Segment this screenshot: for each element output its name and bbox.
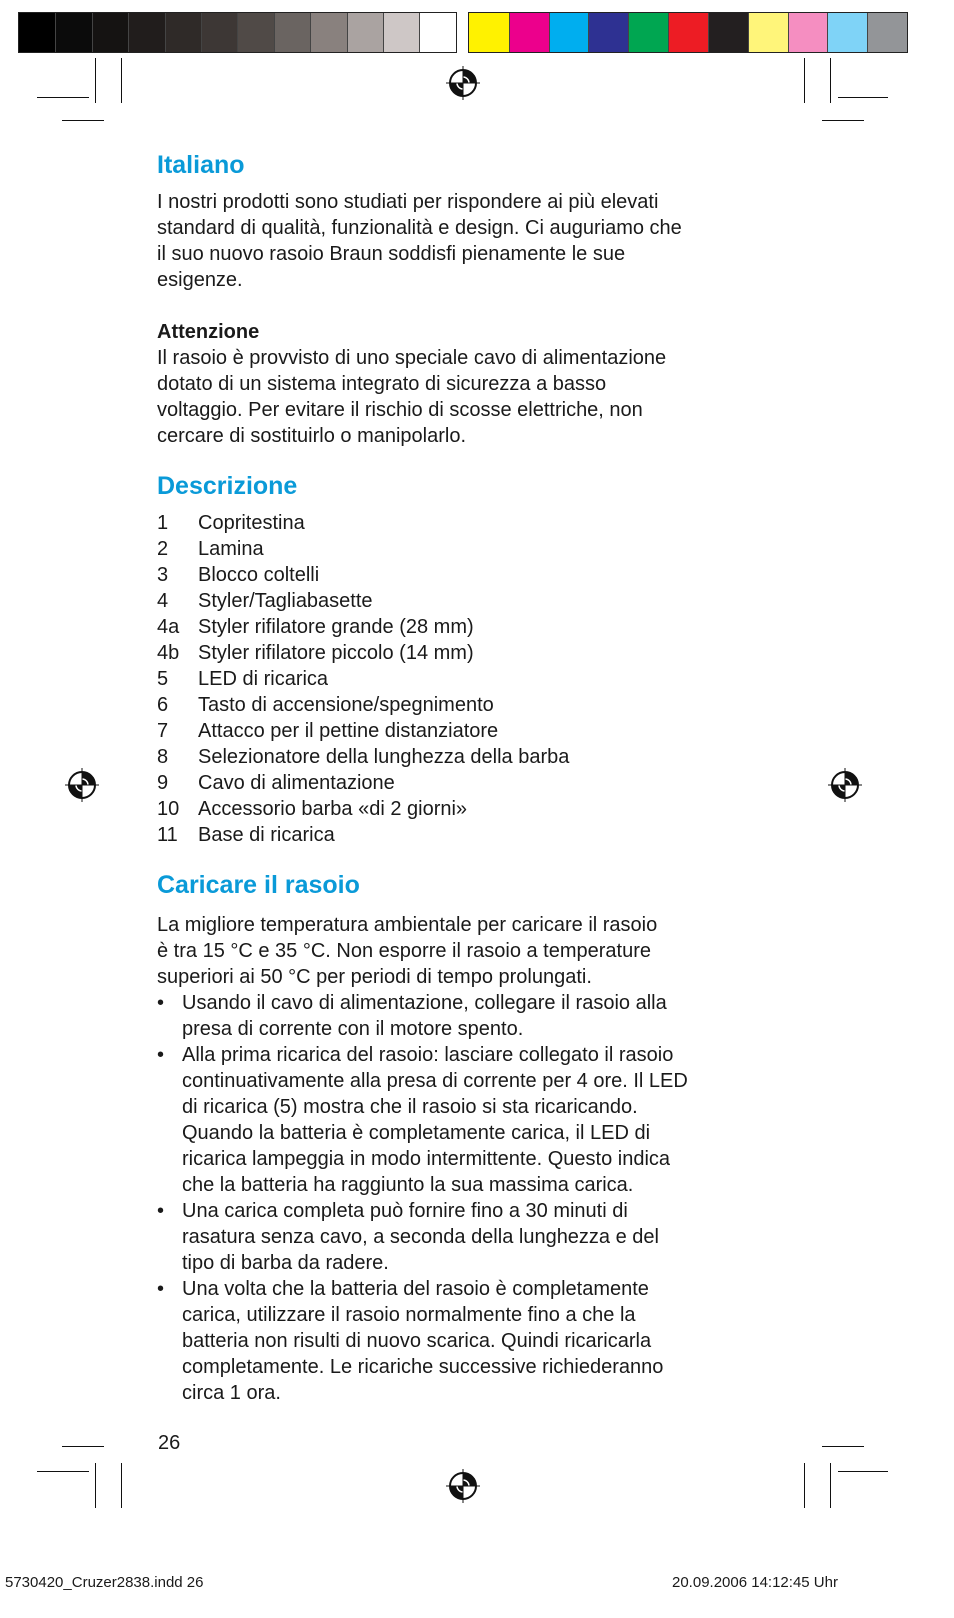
section-heading-descrizione: Descrizione <box>157 472 298 500</box>
color-swatch <box>165 13 201 52</box>
grey-color-bar <box>18 12 457 53</box>
list-item <box>157 796 797 822</box>
item-number: 8 <box>157 746 169 768</box>
item-number: 2 <box>157 538 169 560</box>
color-swatch <box>19 13 55 52</box>
list-item <box>157 718 797 744</box>
color-swatch <box>827 13 867 52</box>
parts-list <box>157 510 797 848</box>
item-text: Accessorio barba «di 2 giorni» <box>198 798 468 820</box>
list-item <box>157 562 797 588</box>
list-item <box>157 510 797 536</box>
bullet-text: Usando il cavo di alimentazione, collegare il rasoio alla presa di corrente con il motore spento. <box>182 992 667 1040</box>
color-swatch <box>788 13 828 52</box>
intro-paragraph: I nostri prodotti sono studiati per rispondere ai più elevati standard di qualità, funzionalità e design. Ci auguriamo che il suo nuovo rasoio Braun soddisfi pienamente le sue esigenze. <box>157 191 682 291</box>
item-number: 6 <box>157 694 169 716</box>
item-number: 4 <box>157 590 169 612</box>
color-swatch <box>201 13 237 52</box>
bullet-text: Alla prima ricarica del rasoio: lasciare collegato il rasoio continuativamente alla presa di corrente per 4 ore. Il LED di ricarica (5) mostra che il rasoio si sta ricaricando. Quando la batteria è completamente carica, il LED di ricarica lampeggia in modo intermittente. Questo indica che la batteria ha raggiunto la sua massima carica. <box>182 1044 688 1196</box>
crop-mark <box>37 97 89 98</box>
item-text: Selezionatore della lunghezza della barba <box>198 746 570 768</box>
item-number: 1 <box>157 512 169 534</box>
list-item <box>157 692 797 718</box>
crop-mark <box>121 1463 122 1508</box>
list-item <box>157 666 797 692</box>
item-text: Attacco per il pettine distanziatore <box>198 720 499 742</box>
footer-timestamp: 20.09.2006 14:12:45 Uhr <box>672 1574 838 1591</box>
list-item <box>157 588 797 614</box>
section-heading-italiano: Italiano <box>157 151 245 179</box>
item-text: Styler rifilatore piccolo (14 mm) <box>198 642 474 664</box>
crop-mark <box>804 1463 805 1508</box>
color-swatch <box>55 13 91 52</box>
color-swatch <box>748 13 788 52</box>
charging-steps <box>157 990 797 1406</box>
bullet-icon: • <box>157 992 165 1014</box>
crop-mark <box>95 58 96 103</box>
item-text: Cavo di alimentazione <box>198 772 395 794</box>
bullet-icon: • <box>157 1044 165 1066</box>
list-item <box>157 744 797 770</box>
color-swatch <box>509 13 549 52</box>
color-swatch <box>128 13 164 52</box>
crop-mark <box>62 1446 104 1447</box>
bullet-icon: • <box>157 1278 165 1300</box>
color-swatch <box>310 13 346 52</box>
crop-mark <box>822 1446 864 1447</box>
crop-mark <box>838 1471 888 1472</box>
crop-mark <box>95 1463 96 1508</box>
warning-paragraph: Il rasoio è provvisto di uno speciale cavo di alimentazione dotato di un sistema integrato di sicurezza a basso voltaggio. Per evitare il rischio di scosse elettriche, non cercare di sostituirlo o manipolarlo. <box>157 347 667 447</box>
item-number: 4a <box>157 616 180 638</box>
color-swatch <box>549 13 589 52</box>
warning-title: Attenzione <box>157 321 260 343</box>
registration-mark-icon <box>446 1469 480 1503</box>
list-item <box>157 536 797 562</box>
registration-mark-icon <box>446 66 480 100</box>
item-number: 10 <box>157 798 180 820</box>
section-heading-caricare: Caricare il rasoio <box>157 871 360 899</box>
crop-mark <box>838 97 888 98</box>
crop-mark <box>830 1463 831 1508</box>
crop-mark <box>62 120 104 121</box>
item-number: 11 <box>157 824 178 846</box>
color-swatch <box>708 13 748 52</box>
color-swatch <box>668 13 708 52</box>
color-swatch <box>383 13 419 52</box>
item-number: 5 <box>157 668 169 690</box>
crop-mark <box>822 120 864 121</box>
item-text: Lamina <box>198 538 264 560</box>
item-text: Tasto di accensione/spegnimento <box>198 694 494 716</box>
item-number: 7 <box>157 720 169 742</box>
item-text: Blocco coltelli <box>198 564 320 586</box>
item-number: 9 <box>157 772 169 794</box>
color-swatch <box>347 13 383 52</box>
item-text: LED di ricarica <box>198 668 329 690</box>
crop-mark <box>830 58 831 103</box>
item-text: Base di ricarica <box>198 824 335 846</box>
list-item <box>157 1198 797 1276</box>
color-swatch <box>419 13 455 52</box>
color-swatch <box>588 13 628 52</box>
item-number: 3 <box>157 564 169 586</box>
color-swatch <box>274 13 310 52</box>
item-number: 4b <box>157 642 180 664</box>
color-swatch <box>469 13 509 52</box>
color-swatch <box>867 13 907 52</box>
bullet-icon: • <box>157 1200 165 1222</box>
color-swatch <box>237 13 273 52</box>
process-color-bar <box>468 12 908 53</box>
list-item <box>157 770 797 796</box>
charging-intro: La migliore temperatura ambientale per caricare il rasoio è tra 15 °C e 35 °C. Non esporre il rasoio a temperature superiori ai 50 °C per periodi di tempo prolungati. <box>157 914 658 988</box>
crop-mark <box>804 58 805 103</box>
list-item <box>157 1276 797 1406</box>
item-text: Copritestina <box>198 512 305 534</box>
color-swatch <box>92 13 128 52</box>
item-text: Styler/Tagliabasette <box>198 590 373 612</box>
registration-mark-icon <box>65 768 99 802</box>
item-text: Styler rifilatore grande (28 mm) <box>198 616 474 638</box>
list-item <box>157 640 797 666</box>
crop-mark <box>121 58 122 103</box>
page-number: 26 <box>158 1432 181 1454</box>
color-swatch <box>628 13 668 52</box>
bullet-text: Una volta che la batteria del rasoio è completamente carica, utilizzare il rasoio normalmente fino a che la batteria non risulti di nuovo scarica. Quindi ricaricarla completamente. Le ricariche successive richiederanno circa 1 ora. <box>182 1278 664 1404</box>
registration-mark-icon <box>828 768 862 802</box>
manual-content <box>157 150 797 1406</box>
crop-mark <box>37 1471 89 1472</box>
footer-file: 5730420_Cruzer2838.indd 26 <box>5 1574 204 1591</box>
list-item <box>157 990 797 1042</box>
list-item <box>157 1042 797 1198</box>
list-item <box>157 614 797 640</box>
bullet-text: Una carica completa può fornire fino a 30 minuti di rasatura senza cavo, a seconda della lunghezza e del tipo di barba da radere. <box>182 1200 659 1274</box>
list-item <box>157 822 797 848</box>
